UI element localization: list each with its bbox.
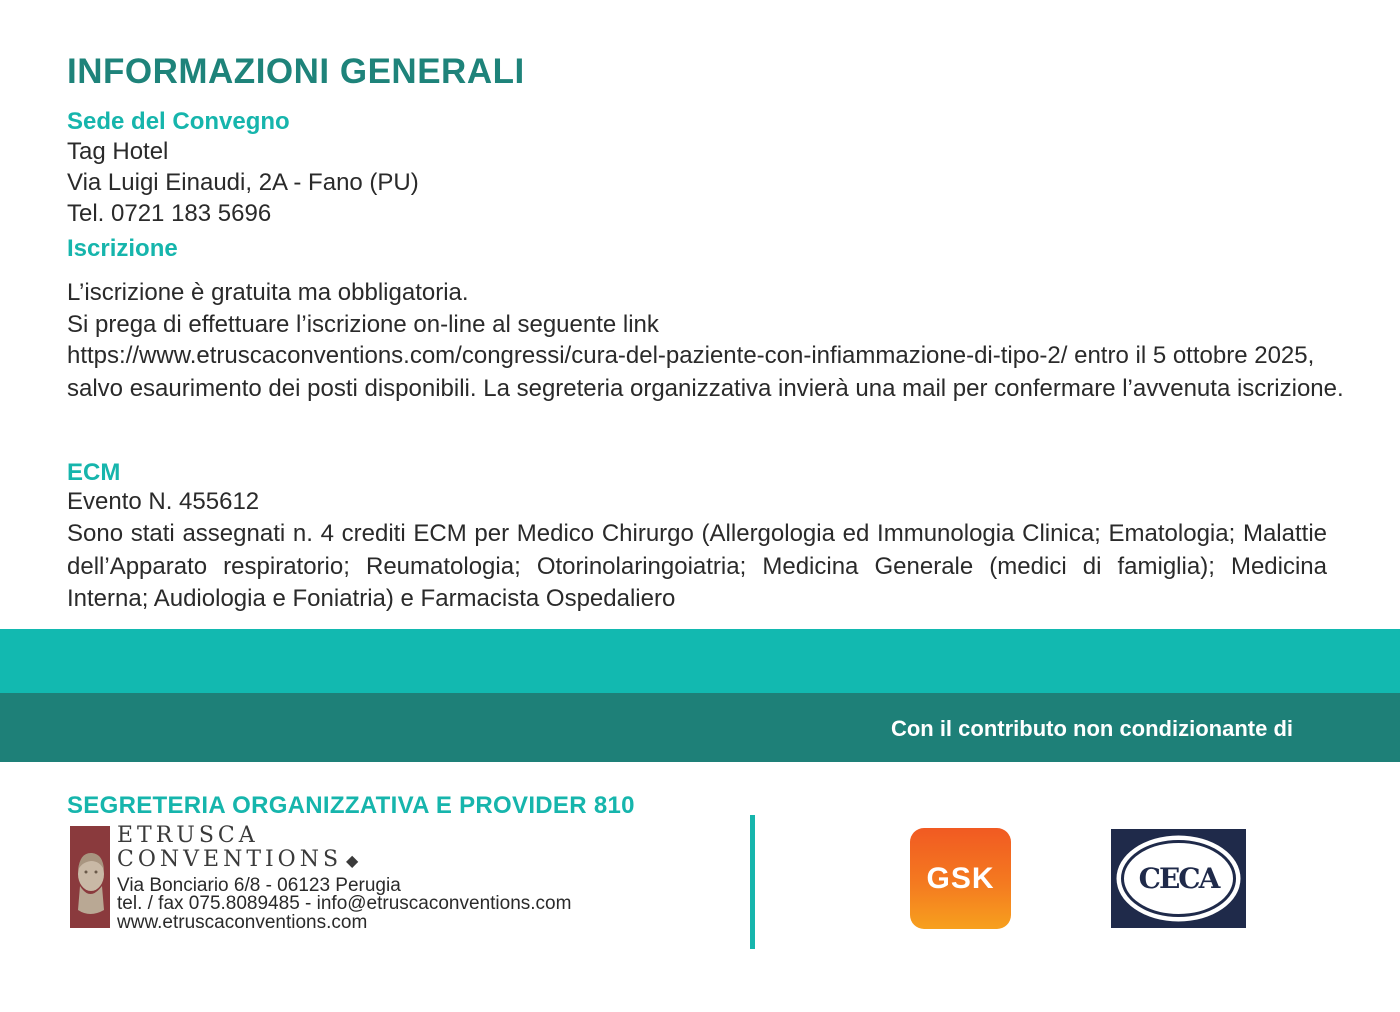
iscrizione-heading: Iscrizione — [67, 235, 178, 262]
band-light — [0, 629, 1400, 693]
sede-heading: Sede del Convegno — [67, 108, 290, 135]
vertical-divider — [750, 815, 755, 949]
gsk-logo-text: GSK — [926, 861, 995, 895]
contrib-text: Con il contributo non condizionante di — [890, 716, 1293, 741]
iscrizione-line-2: Si prega di effettuare l’iscrizione on-line al seguente link — [67, 311, 659, 338]
ecm-evento: Evento N. 455612 — [67, 488, 260, 515]
ceca-logo — [1111, 829, 1246, 928]
segreteria-title: SEGRETERIA ORGANIZZATIVA E PROVIDER 810 — [67, 792, 635, 819]
sede-line-hotel: Tag Hotel — [67, 138, 169, 165]
diamond-icon: ◆ — [346, 851, 359, 870]
etrusca-logo-image — [70, 826, 110, 928]
etrusca-logo-name-1: ETRUSCA — [117, 823, 259, 848]
segreteria-website: www.etruscaconventions.com — [117, 912, 368, 933]
main-title: INFORMAZIONI GENERALI — [67, 52, 525, 91]
ecm-heading: ECM — [67, 459, 121, 486]
ecm-body: Sono stati assegnati n. 4 crediti ECM per Medico Chirurgo (Allergologia ed Immunologia Clinica; Ematologia; Malattie dell’Apparato respiratorio; Reumatologia; Otorinolaringoiatria; Medicina Generale (medici di famiglia); Medicina Interna; Audiologia e Foniatria) e Farmacista Ospedaliero — [67, 520, 1327, 612]
iscrizione-line-1: L’iscrizione è gratuita ma obbligatoria. — [67, 279, 469, 306]
iscrizione-body: https://www.etruscaconventions.com/congressi/cura-del-paziente-con-infiammazione-di-tipo-2/ entro il 5 ottobre 2025, salvo esaurimento dei posti disponibili. La segreteria organizzativa invierà una mail per confermare l’avvenuta iscrizione. — [67, 342, 1344, 402]
segreteria-contacts: tel. / fax 075.8089485 - info@etruscaconventions.com — [117, 893, 572, 914]
sede-line-address: Via Luigi Einaudi, 2A - Fano (PU) — [67, 169, 419, 196]
ceca-logo-text: CECA — [1138, 862, 1219, 895]
etrusca-logo-name-2-row — [117, 847, 358, 872]
etrusca-logo-name-2: CONVENTIONS — [117, 847, 343, 872]
sede-line-phone: Tel. 0721 183 5696 — [67, 200, 272, 227]
gsk-logo — [910, 828, 1011, 929]
segreteria-address: Via Bonciario 6/8 - 06123 Perugia — [117, 875, 401, 896]
